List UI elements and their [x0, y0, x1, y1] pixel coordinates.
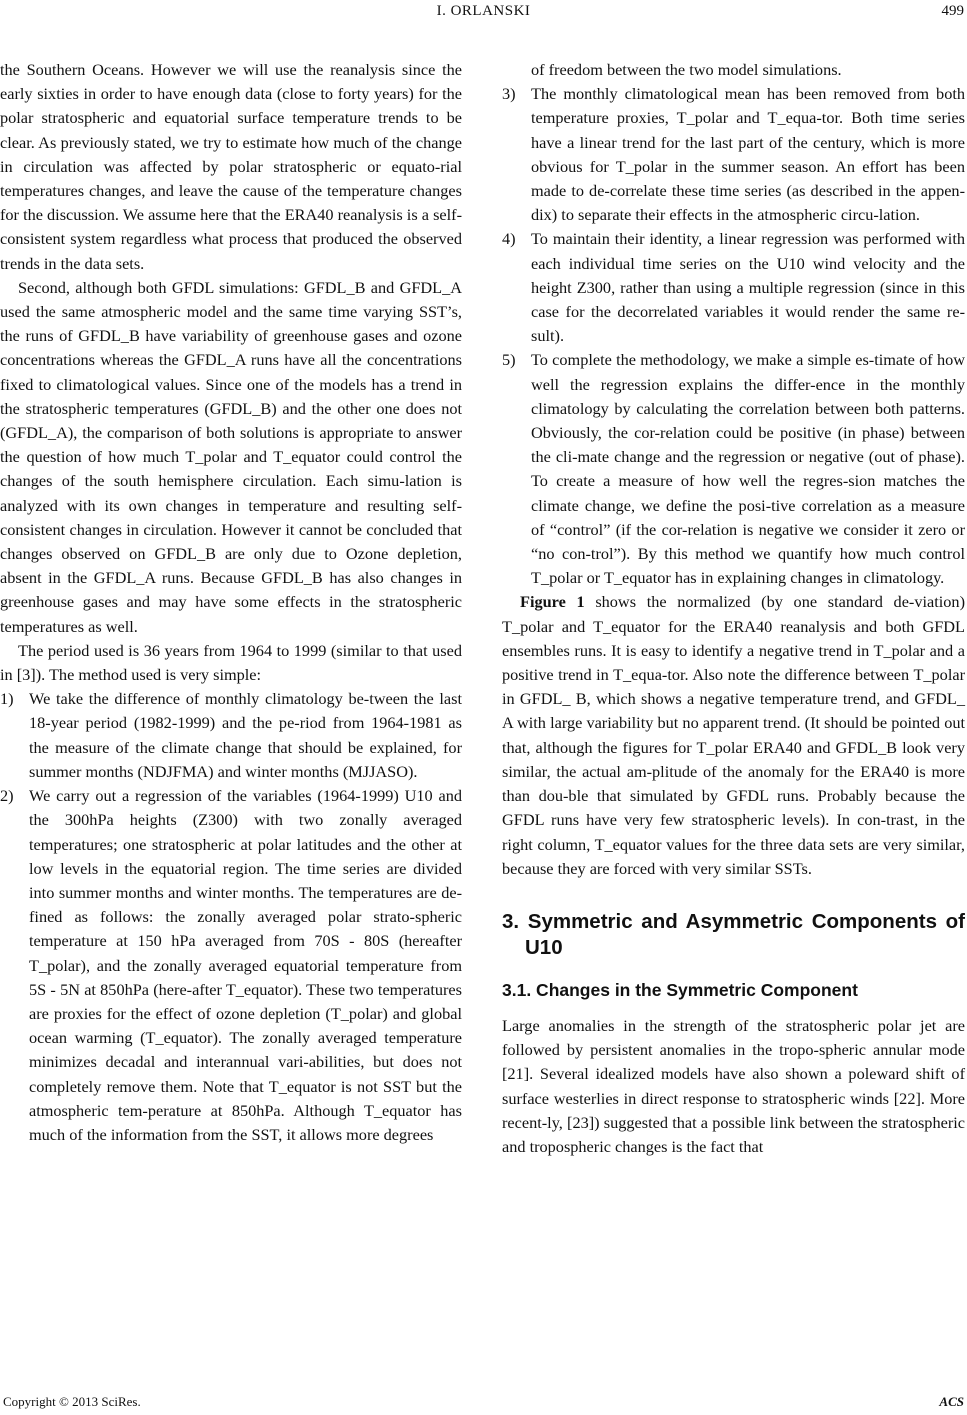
- list-item-text: We carry out a regression of the variables (1964-1999) U10 and the 300hPa heights (Z300) with two zonally averaged temperatures; one stratospheric at polar latitudes and the other at low levels in the equatorial region. The time series are divided into summer months and winter months. The temperatures are de-fined as follows: the zonally averaged polar strato-spheric temperature at 150 hPa averaged from 70S - 80S (hereafter T_polar), and the zonally averaged equatorial temperature from 5S - 5N at 850hPa (here-after T_equator). These two temperatures are proxies for the effect of ozone depletion (T_polar) and global ocean warming (T_equator). The zonally averaged temperature minimizes decadal and interannual vari-abilities, but does not completely remove them. Note that T_equator is not SST but the atmospheric tem-perature at 850hPa. Although T_equator has much of the information from the SST, it allows more degrees: [29, 786, 462, 1144]
- paragraph: The period used is 36 years from 1964 to 1999 (similar to that used in [3]). The method used is very simple:: [0, 640, 462, 685]
- left-column: [0, 58, 462, 1147]
- footer-copyright: Copyright © 2013 SciRes.: [3, 1394, 141, 1409]
- list-item-text: The monthly climatological mean has been removed from both temperature proxies, T_polar and T_equa-tor. Both time series have a linear trend for the last part of the century, which is more obvious for T_polar in the summer season. An effort has been made to de-correlate these time series (as described in the appen-dix) to separate their effects in the atmospheric circu-lation.: [531, 84, 965, 225]
- list-item-text: of freedom between the two model simulations.: [531, 60, 842, 79]
- list-number: 5): [502, 350, 516, 370]
- section-heading: 3. Symmetric and Asymmetric Components of U10: [502, 909, 965, 959]
- list-number: 2): [0, 786, 14, 806]
- footer-journal: ACS: [939, 1394, 964, 1409]
- method-list-item: [502, 227, 965, 348]
- paragraph: the Southern Oceans. However we will use the reanalysis since the early sixties in order to have enough data (close to forty years) for the polar stratospheric and equatorial surface temperature trends to be clear. As previously stated, we try to estimate how much of the change in circulation was affected by polar stratospheric or equato-rial temperatures changes, and leave the cause of the temperature changes for the discussion. We assume here that the ERA40 reanalysis is a self-consistent system regardless what process that produced the observed trends in the data sets.: [0, 60, 462, 273]
- paragraph: Second, although both GFDL simulations: GFDL_B and GFDL_A used the same atmospheric model and the same time varying SST’s, the runs of GFDL_B have variability of greenhouse gases and ozone concentrations whereas the GFDL_A runs have all the concentrations fixed to climatological values. Since one of the models has a trend in the stratospheric temperatures (GFDL_B) and the other one does not (GFDL_A), the comparison of both solutions is appropriate to answer the question of how much T_polar and T_equator could control the changes of the south hemisphere circulation. Each simu-lation is analyzed with its own changes in temperature and resulting self-consistent changes in circulation. However it cannot be concluded that changes observed on GFDL_B are only due to Ozone depletion, absent in the GFDL_A runs. Because GFDL_B has also changes in greenhouse gases and may have some effects in the stratospheric temperatures as well.: [0, 277, 462, 636]
- paragraph: [502, 590, 965, 880]
- method-list-item: [0, 687, 462, 784]
- list-item-text: To complete the methodology, we make a simple es-timate of how well the regression explains the differ-ence in the monthly climatology by calculating the correlation between both patterns. Obviously, the cor-relation could be positive (in phase) between the cli-mate change and the regression or negative (out of phase). To create a measure of how well the regres-sion matches the climate change, we define the posi-tive correlation as a measure of “control” (if the cor-relation is negative we consider it zero or “no con-trol”). By this method we quantify how much control T_polar or T_equator has in explaining changes in climatology.: [531, 350, 965, 588]
- page-number: 499: [941, 3, 964, 19]
- list-item-text: We take the difference of monthly climatology be-tween the last 18-year period (1982-1999) and the pe-riod from 1964-1981 as the measure of the climate change that should be explained, for summer months (NDJFMA) and winter months (MJJASO).: [29, 689, 462, 781]
- list-item-text: To maintain their identity, a linear regression was performed with each individual time series on the U10 wind velocity and the height Z300, rather than using a multiple regression (since in this case for the decorrelated variables it would render the same re-sult).: [531, 229, 965, 346]
- method-list-item: [502, 348, 965, 590]
- list-number: 4): [502, 229, 516, 249]
- list-number: 3): [502, 84, 516, 104]
- method-list-item: [502, 82, 965, 227]
- running-header-author: I. ORLANSKI: [436, 3, 531, 19]
- paragraph-text: shows the normalized (by one standard de-viation) T_polar and T_equator for the ERA40 reanalysis and both GFDL ensembles runs. It is easy to identify a negative trend in T_polar and a positive trend in T_equa-tor. Also note the difference between T_polar in GFDL_ B, which shows a negative temperature trend, and GFDL_ A with large variability but no apparent trend. (It should be pointed out that, although the figures for T_polar ERA40 and GFDL_B look very similar, the actual am-plitude of the anomaly for the ERA40 is more than dou-ble that simulated by GFDL runs. Probably because the GFDL runs have very few stratospheric levels). In con-trast, in the right column, T_equator values for the three data sets are very similar, because they are forced with very similar SSTs.: [502, 592, 965, 878]
- right-column: [502, 58, 965, 1159]
- list-number: 1): [0, 689, 14, 709]
- method-list-item-continued: [502, 58, 965, 82]
- paragraph: Large anomalies in the strength of the stratospheric polar jet are followed by persistent anomalies in the tropo-spheric annular mode [21]. Several idealized models have also shown a poleward shift of surface westerlies in direct response to stratospheric winds [22]. More recent-ly, [23]) suggested that a possible link between the stratospheric and tropospheric changes is the fact that: [502, 1015, 965, 1156]
- figure-reference[interactable]: Figure 1: [520, 592, 585, 612]
- subsection-heading: 3.1. Changes in the Symmetric Component: [502, 979, 858, 1000]
- method-list-item: [0, 784, 462, 1147]
